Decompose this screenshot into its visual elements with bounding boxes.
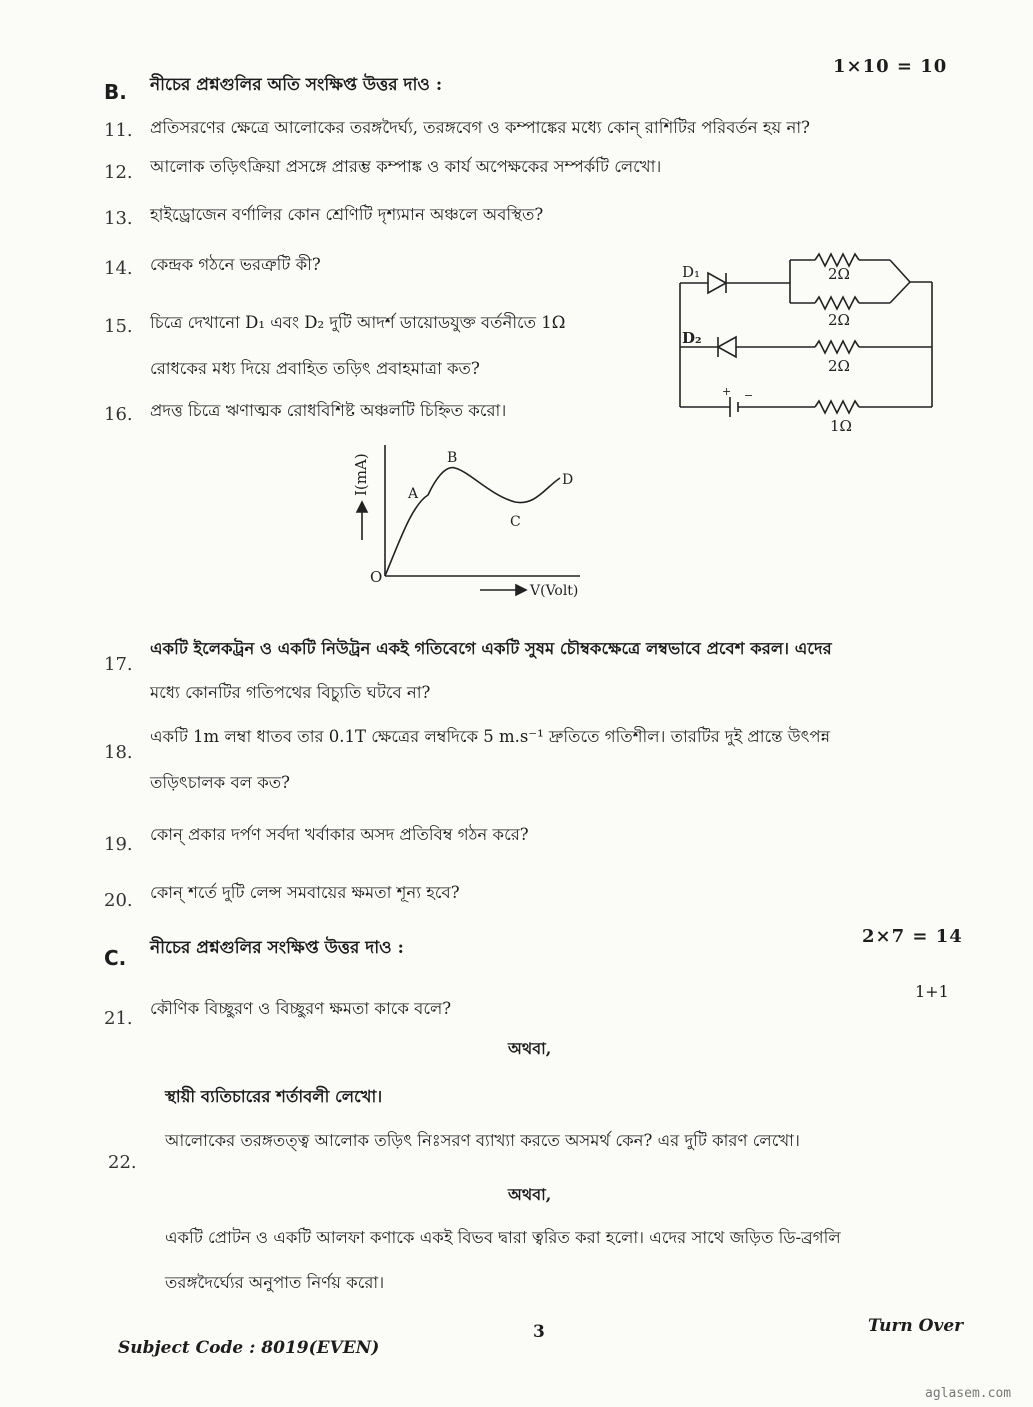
- section-c-marks: 2×7 = 14: [862, 926, 963, 947]
- section-c-title: নীচের প্রশ্নগুলির সংক্ষিপ্ত উত্তর দাও :: [150, 938, 404, 958]
- question-17-text: একটি ইলেকট্রন ও একটি নিউট্রন একই গতিবেগে একটি সুষম চৌম্বকক্ষেত্রে লম্বভাবে প্রবেশ করল। এদের: [150, 639, 832, 658]
- diode-circuit-diagram: [660, 245, 960, 445]
- section-b-title: নীচের প্রশ্নগুলির অতি সংক্ষিপ্ত উত্তর দাও :: [150, 75, 443, 95]
- question-21-marks: 1+1: [915, 982, 949, 1001]
- graph-y-axis-label: I(mA): [352, 453, 370, 496]
- question-17-text-line2: মধ্যে কোনটির গতিপথের বিচ্যুতি ঘটবে না?: [150, 683, 431, 702]
- question-15-number: 15.: [104, 316, 133, 337]
- question-15-text: চিত্রে দেখানো D₁ এবং D₂ দুটি আদর্শ ডায়োডযুক্ত বর্তনীতে 1Ω: [150, 313, 566, 332]
- question-13-number: 13.: [104, 208, 133, 229]
- resistor-2ohm-top-label: 2Ω: [828, 265, 850, 283]
- question-14-number: 14.: [104, 258, 133, 279]
- diode-d2-label: D₂: [682, 329, 702, 347]
- watermark: aglasem.com: [925, 1386, 1012, 1401]
- question-18-text: একটি 1m লম্বা ধাতব তার 0.1T ক্ষেত্রের লম্বদিকে 5 m.s⁻¹ দ্রুতিতে গতিশীল। তারটির দুই প্রান্তে উৎপন্ন: [150, 727, 831, 746]
- question-21-alternative: স্থায়ী ব্যতিচারের শর্তাবলী লেখো।: [165, 1087, 383, 1106]
- question-14-text: কেন্দ্রক গঠনে ভরত্রুটি কী?: [150, 255, 321, 274]
- section-c-label: C.: [104, 946, 127, 970]
- question-11-text: প্রতিসরণের ক্ষেত্রে আলোকের তরঙ্গদৈর্ঘ্য, তরঙ্গবেগ ও কম্পাঙ্কের মধ্যে কোন্ রাশিটির পরিবর্তন হয় না?: [150, 118, 811, 137]
- question-16-text: প্রদত্ত চিত্রে ঋণাত্মক রোধবিশিষ্ট অঞ্চলটি চিহ্নিত করো।: [150, 401, 507, 420]
- section-b-label: B.: [104, 80, 127, 104]
- graph-point-a-label: A: [408, 486, 419, 502]
- question-21-or: অথবা,: [508, 1039, 552, 1058]
- page-number: 3: [533, 1322, 545, 1342]
- question-22-text: আলোকের তরঙ্গতত্ত্ব আলোক তড়িৎ নিঃসরণ ব্যাখ্যা করতে অসমর্থ কেন? এর দুটি কারণ লেখো।: [165, 1131, 800, 1150]
- question-15-text-line2: রোধকের মধ্য দিয়ে প্রবাহিত তড়িৎ প্রবাহমাত্রা কত?: [150, 359, 480, 378]
- question-22-alternative-line2: তরঙ্গদৈর্ঘ্যের অনুপাত নির্ণয় করো।: [165, 1273, 385, 1292]
- question-19-number: 19.: [104, 834, 133, 855]
- question-16-number: 16.: [104, 404, 133, 425]
- diode-d1-label: D₁: [682, 263, 701, 281]
- question-21-text: কৌণিক বিচ্ছুরণ ও বিচ্ছুরণ ক্ষমতা কাকে বলে?: [150, 999, 452, 1018]
- resistor-1ohm-label: 1Ω: [830, 417, 852, 435]
- turn-over-label: Turn Over: [868, 1316, 964, 1336]
- section-b-marks: 1×10 = 10: [833, 56, 948, 77]
- question-22-or: অথবা,: [508, 1185, 552, 1204]
- question-22-number: 22.: [108, 1152, 137, 1173]
- question-20-number: 20.: [104, 890, 133, 911]
- question-21-number: 21.: [104, 1008, 133, 1029]
- graph-point-d-label: D: [562, 472, 574, 488]
- question-11-number: 11.: [104, 120, 133, 141]
- question-22-alternative: একটি প্রোটন ও একটি আলফা কণাকে একই বিভব দ্বারা ত্বরিত করা হলো। এদের সাথে জড়িত ডি-ব্রগলি: [165, 1228, 841, 1247]
- iv-characteristic-graph: [340, 440, 620, 610]
- battery-minus-label: −: [744, 389, 754, 402]
- resistor-2ohm-bottom-label: 2Ω: [828, 357, 850, 375]
- question-18-text-line2: তড়িৎচালক বল কত?: [150, 773, 290, 792]
- question-19-text: কোন্ প্রকার দর্পণ সর্বদা খর্বাকার অসদ প্রতিবিম্ব গঠন করে?: [150, 825, 529, 844]
- subject-code: Subject Code : 8019(EVEN): [118, 1338, 380, 1358]
- question-20-text: কোন্ শর্তে দুটি লেন্স সমবায়ের ক্ষমতা শূন্য হবে?: [150, 883, 460, 902]
- resistor-2ohm-middle-label: 2Ω: [828, 311, 850, 329]
- graph-x-axis-label: V(Volt): [530, 583, 579, 599]
- question-12-number: 12.: [104, 162, 133, 183]
- question-18-number: 18.: [104, 742, 133, 763]
- graph-point-b-label: B: [447, 450, 458, 466]
- graph-point-c-label: C: [510, 514, 521, 530]
- question-17-number: 17.: [104, 654, 133, 675]
- graph-origin-label: O: [370, 568, 383, 586]
- question-12-text: আলোক তড়িৎক্রিয়া প্রসঙ্গে প্রারম্ভ কম্পাঙ্ক ও কার্য অপেক্ষকের সম্পর্কটি লেখো।: [150, 157, 662, 176]
- battery-plus-label: +: [722, 385, 732, 398]
- question-13-text: হাইড্রোজেন বর্ণালির কোন শ্রেণিটি দৃশ্যমান অঞ্চলে অবস্থিত?: [150, 205, 544, 224]
